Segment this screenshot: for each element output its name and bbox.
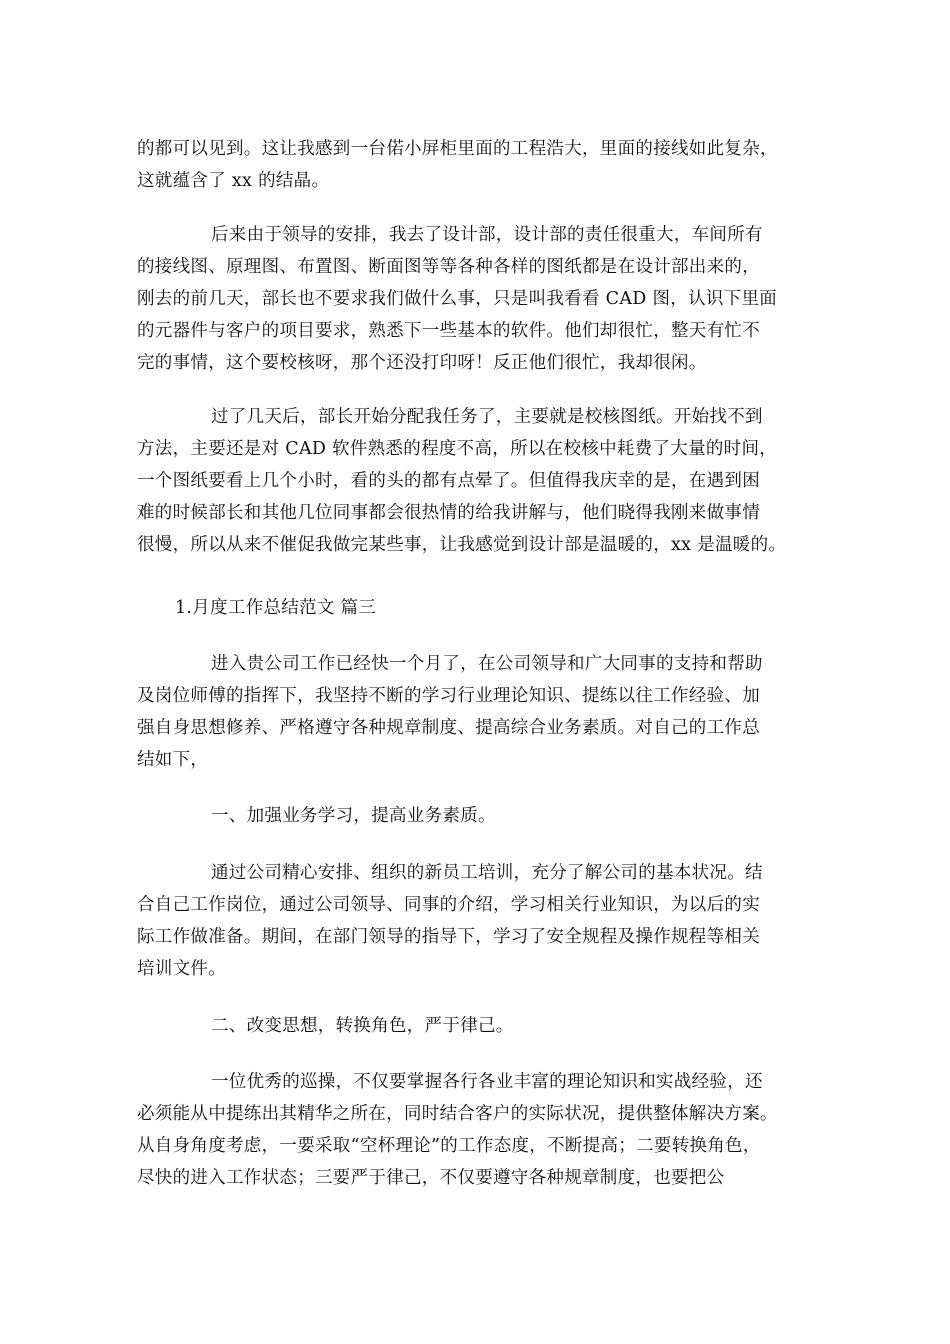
paragraph-line: 强自身思想修养、严格遵守各种规章制度、提高综合业务素质。对自己的工作总 (137, 718, 760, 738)
paragraph-line: 难的时候部长和其他几位同事都会很热情的给我讲解与，他们晓得我刚来做事情 (137, 503, 760, 523)
section-title (137, 592, 827, 624)
paragraph-line: 很慢，所以从来不催促我做完某些事，让我感觉到设计部是温暖的，xx 是温暖的。 (137, 535, 787, 555)
paragraph-line: 刚去的前几天，部长也不要求我们做什么事，只是叫我看看 CAD 图，认识下里面 (137, 289, 778, 309)
section-title-text: 1.月度工作总结范文 篇三 (175, 598, 377, 618)
paragraph-6 (137, 1066, 827, 1194)
paragraph-line: 合自己工作岗位，通过公司领导、同事的介绍，学习相关行业知识，为以后的实 (137, 895, 760, 915)
heading-2 (137, 1010, 827, 1042)
paragraph-line: 必须能从中提练出其精华之所在，同时结合客户的实际状况，提供整体解决方案。 (137, 1104, 778, 1124)
paragraph-line: 及岗位师傅的指挥下，我坚持不断的学习行业理论知识、提练以往工作经验、加 (137, 686, 760, 706)
paragraph-line: 通过公司精心安排、组织的新员工培训，充分了解公司的基本状况。结 (211, 863, 763, 883)
heading-1-text: 一、加强业务学习，提高业务素质。 (211, 806, 496, 826)
paragraph-line: 的都可以见到。这让我感到一台偌小屏柜里面的工程浩大，里面的接线如此复杂， (137, 139, 778, 159)
paragraph-line: 的接线图、原理图、布置图、断面图等等各种各样的图纸都是在设计部出来的， (137, 257, 760, 277)
heading-1 (137, 800, 827, 832)
paragraph-line: 完的事情，这个要校核呀，那个还没打印呀！反正他们很忙，我却很闲。 (137, 353, 707, 373)
paragraph-4 (137, 648, 827, 776)
paragraph-line: 一位优秀的巡操，不仅要掌握各行各业丰富的理论知识和实战经验，还 (211, 1072, 763, 1092)
paragraph-line: 后来由于领导的安排，我去了设计部，设计部的责任很重大，车间所有 (211, 225, 763, 245)
paragraph-line: 一个图纸要看上几个小时，看的头的都有点晕了。但值得我庆幸的是，在遇到困 (137, 471, 760, 491)
paragraph-line: 培训文件。 (137, 959, 226, 979)
paragraph-line: 从自身角度考虑，一要采取“空杯理论”的工作态度，不断提高；二要转换角色， (137, 1136, 761, 1156)
paragraph-line: 结如下， (137, 750, 209, 770)
paragraph-3 (137, 401, 827, 561)
paragraph-line: 际工作做准备。期间，在部门领导的指导下，学习了安全规程及操作规程等相关 (137, 927, 760, 947)
paragraph-5 (137, 857, 827, 985)
paragraph-line: 的元器件与客户的项目要求，熟悉下一些基本的软件。他们却很忙，整天有忙不 (137, 321, 760, 341)
paragraph-line: 这就蕴含了 xx 的结晶。 (137, 171, 330, 191)
heading-2-text: 二、改变思想，转换角色，严于律己。 (211, 1016, 514, 1036)
paragraph-line: 进入贵公司工作已经快一个月了，在公司领导和广大同事的支持和帮助 (211, 654, 763, 674)
paragraph-line: 过了几天后，部长开始分配我任务了，主要就是校核图纸。开始找不到 (211, 407, 763, 427)
paragraph-1 (137, 133, 827, 197)
paragraph-2 (137, 219, 827, 379)
paragraph-line: 方法，主要还是对 CAD 软件熟悉的程度不高，所以在校核中耗费了大量的时间， (137, 439, 778, 459)
paragraph-line: 尽快的进入工作状态；三要严于律己，不仅要遵守各种规章制度，也要把公 (137, 1168, 725, 1188)
